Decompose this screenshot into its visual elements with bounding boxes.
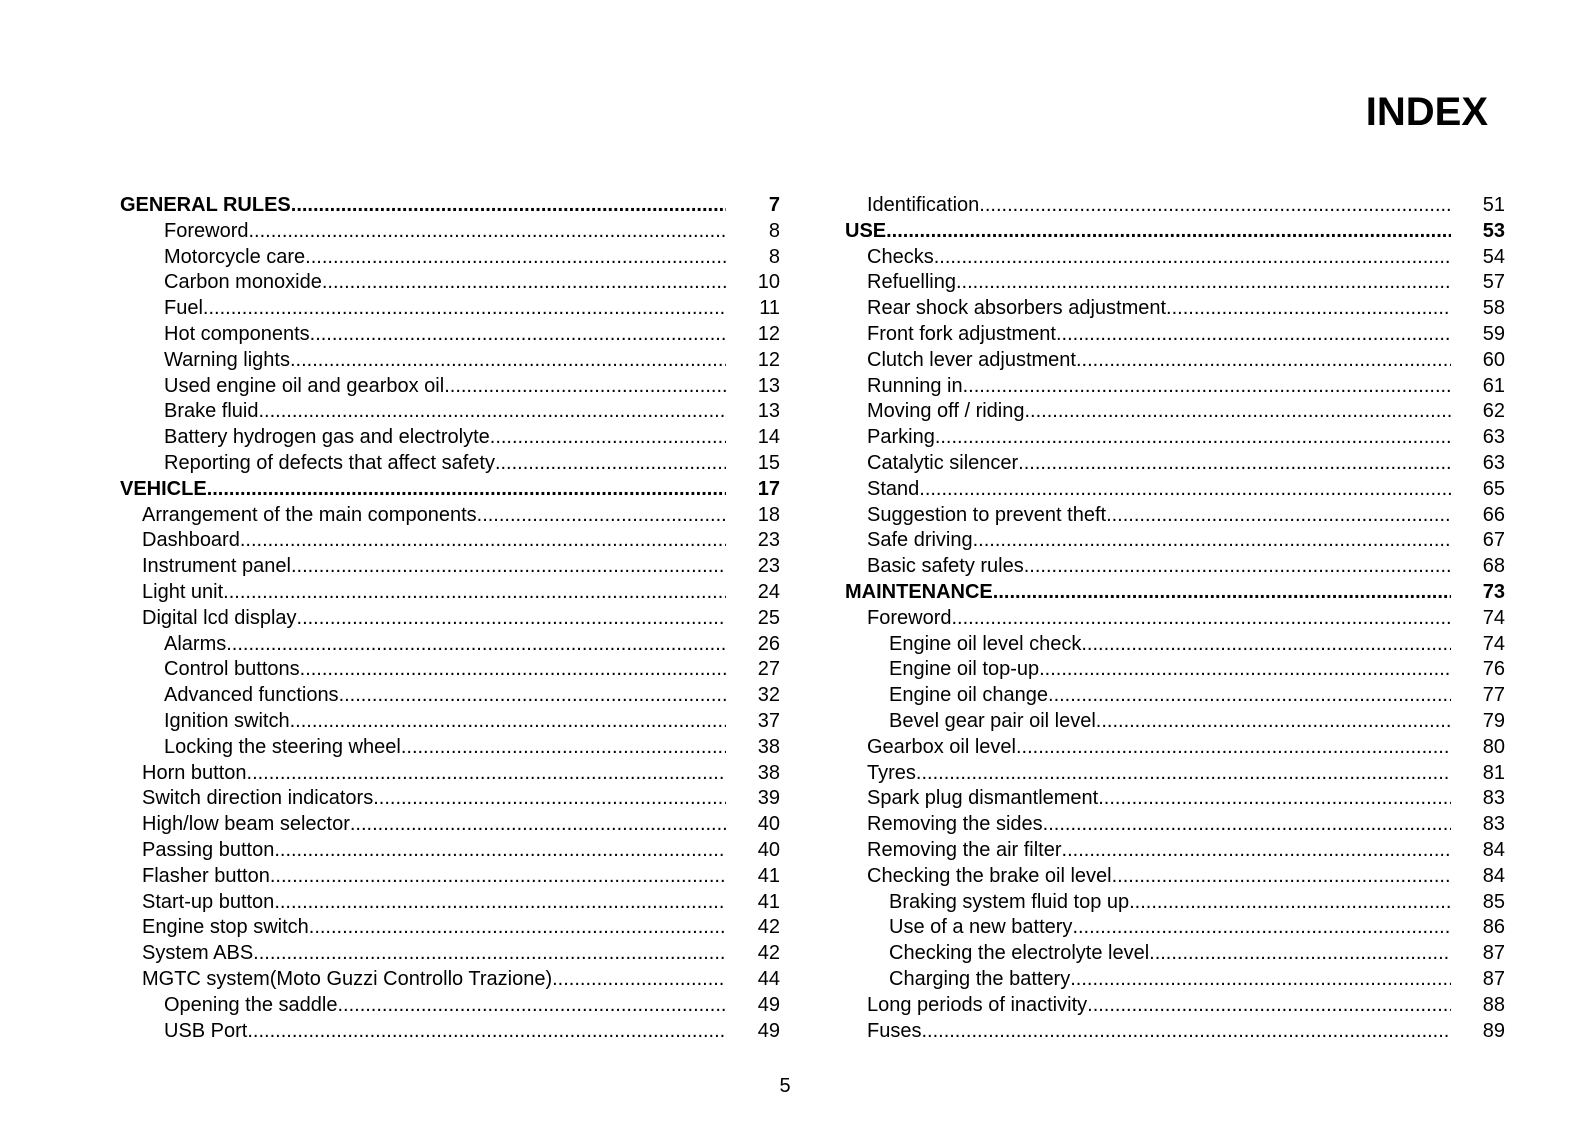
toc-entry[interactable] [120, 219, 780, 245]
dot-leader [309, 915, 726, 941]
toc-entry-label: Ignition switch [164, 709, 290, 732]
toc-entry[interactable] [120, 941, 780, 967]
toc-entry-page: 53 [1482, 219, 1505, 242]
toc-entry-page: 13 [757, 374, 780, 397]
toc-entry-page: 61 [1482, 374, 1505, 397]
toc-entry-page: 26 [757, 632, 780, 655]
dot-leader [253, 941, 726, 967]
toc-entry-page: 68 [1482, 555, 1505, 578]
toc-entry-page: 87 [1482, 967, 1505, 990]
dot-leader [916, 761, 1451, 787]
toc-entry-label: Flasher button [142, 864, 270, 887]
toc-entry[interactable] [845, 657, 1505, 683]
page-number: 5 [779, 1075, 791, 1097]
toc-entry[interactable] [120, 683, 780, 709]
dot-leader [350, 812, 726, 838]
dot-leader [1129, 890, 1451, 916]
toc-entry-label: Foreword [164, 219, 249, 242]
toc-entry[interactable] [845, 761, 1505, 787]
toc-entry[interactable] [845, 812, 1505, 838]
toc-entry-label: Engine stop switch [142, 916, 309, 939]
dot-leader [310, 322, 726, 348]
toc-entry-page: 23 [757, 529, 780, 552]
toc-entry[interactable] [120, 348, 780, 374]
toc-entry-page: 32 [757, 684, 780, 707]
toc-entry[interactable] [845, 322, 1505, 348]
page-title: INDEX [1365, 90, 1488, 134]
dot-leader [921, 1019, 1451, 1045]
toc-entry-page: 63 [1482, 426, 1505, 449]
toc-entry-page: 39 [757, 787, 780, 810]
toc-entry-page: 38 [757, 761, 780, 784]
toc-entry-page: 15 [757, 451, 780, 474]
toc-entry-label: Horn button [142, 761, 247, 784]
toc-entry-label: Warning lights [164, 348, 290, 371]
toc-entry-label: Stand [867, 477, 920, 500]
toc-entry-label: Arrangement of the main components [142, 503, 477, 526]
toc-entry-label: Removing the sides [867, 813, 1043, 836]
toc-entry-page: 7 [768, 194, 780, 216]
toc-entry-label: VEHICLE [120, 477, 207, 500]
toc-entry[interactable] [120, 425, 780, 451]
dot-leader [297, 606, 726, 632]
dot-leader [322, 270, 726, 296]
dot-leader [1096, 709, 1451, 735]
dot-leader [1112, 864, 1451, 890]
toc-section-heading[interactable] [120, 477, 780, 503]
toc-entry-page: 49 [757, 1019, 780, 1042]
toc-entry[interactable] [120, 322, 780, 348]
toc-entry[interactable] [845, 709, 1505, 735]
toc-entry[interactable] [845, 245, 1505, 271]
toc-section-heading[interactable] [845, 219, 1505, 245]
toc-entry[interactable] [845, 632, 1505, 658]
dot-leader [956, 270, 1451, 296]
toc-entry-label: Reporting of defects that affect safety [164, 451, 495, 474]
toc-entry[interactable] [120, 580, 780, 606]
toc-entry[interactable] [120, 735, 780, 761]
toc-entry-page: 74 [1482, 606, 1505, 629]
toc-entry[interactable] [120, 657, 780, 683]
toc-entry-page: 40 [757, 838, 780, 861]
toc-entry[interactable] [120, 761, 780, 787]
toc-entry-page: 74 [1482, 632, 1505, 655]
toc-entry-label: Engine oil level check [889, 632, 1082, 655]
dot-leader [300, 657, 726, 683]
toc-entry-label: GENERAL RULES [120, 194, 291, 216]
toc-entry-label: Checking the electrolyte level [889, 942, 1150, 965]
toc-entry-page: 83 [1482, 813, 1505, 836]
toc-entry-page: 18 [757, 503, 780, 526]
toc-entry[interactable] [845, 503, 1505, 529]
toc-entry-label: Carbon monoxide [164, 271, 322, 294]
toc-entry-label: Braking system fluid top up [889, 890, 1130, 913]
dot-leader [935, 425, 1451, 451]
toc-entry-label: Locking the steering wheel [164, 735, 401, 758]
toc-entry-label: System ABS [142, 942, 254, 965]
toc-entry[interactable] [120, 786, 780, 812]
toc-entry[interactable] [845, 374, 1505, 400]
dot-leader [1081, 632, 1451, 658]
toc-entry[interactable] [120, 606, 780, 632]
toc-entry-label: Engine oil change [889, 684, 1049, 707]
toc-entry-label: Dashboard [142, 529, 240, 552]
toc-entry-label: Clutch lever adjustment [867, 348, 1076, 371]
toc-entry-page: 86 [1482, 916, 1505, 939]
toc-entry[interactable] [845, 1019, 1505, 1045]
dot-leader [305, 245, 726, 271]
dot-leader [1016, 735, 1451, 761]
toc-entry-label: Use of a new battery [889, 916, 1073, 939]
toc-entry[interactable] [120, 838, 780, 864]
toc-entry-page: 51 [1482, 194, 1505, 216]
toc-entry[interactable] [845, 993, 1505, 1019]
toc-entry[interactable] [120, 632, 780, 658]
toc-entry-page: 13 [757, 400, 780, 423]
toc-entry[interactable] [845, 967, 1505, 993]
dot-leader [1072, 915, 1451, 941]
toc-entry-page: 23 [757, 555, 780, 578]
dot-leader [1070, 967, 1451, 993]
toc-entry[interactable] [120, 399, 780, 425]
dot-leader [979, 193, 1451, 219]
dot-leader [223, 580, 726, 606]
dot-leader [1043, 812, 1451, 838]
toc-entry-page: 8 [768, 219, 780, 242]
toc-entry-page: 11 [759, 297, 780, 320]
toc-entry-page: 37 [757, 709, 780, 732]
toc-entry-label: Moving off / riding [867, 400, 1025, 423]
toc-entry[interactable] [120, 245, 780, 271]
toc-entry-page: 58 [1482, 297, 1505, 320]
dot-leader [339, 683, 726, 709]
toc-entry[interactable] [120, 270, 780, 296]
toc-entry-label: Switch direction indicators [142, 787, 374, 810]
dot-leader [951, 606, 1451, 632]
toc-entry[interactable] [120, 993, 780, 1019]
dot-leader [291, 193, 726, 219]
dot-leader [1149, 941, 1451, 967]
dot-leader [226, 632, 726, 658]
toc-entry[interactable] [845, 786, 1505, 812]
toc-entry[interactable] [120, 1019, 780, 1045]
toc-entry-label: Tyres [867, 761, 916, 784]
dot-leader [1018, 451, 1451, 477]
toc-entry-label: Catalytic silencer [867, 451, 1019, 474]
toc-entry-page: 65 [1482, 477, 1505, 500]
toc-left-column [120, 193, 780, 1044]
dot-leader [1024, 554, 1451, 580]
toc-entry[interactable] [845, 193, 1505, 219]
toc-entry[interactable] [120, 554, 780, 580]
toc-entry-page: 83 [1482, 787, 1505, 810]
toc-entry[interactable] [845, 606, 1505, 632]
toc-entry-label: Long periods of inactivity [867, 993, 1088, 1016]
toc-entry-page: 87 [1482, 942, 1505, 965]
toc-entry-page: 24 [757, 580, 780, 603]
toc-entry[interactable] [120, 967, 780, 993]
toc-entry[interactable] [845, 477, 1505, 503]
dot-leader [1098, 786, 1451, 812]
toc-entry-page: 63 [1482, 451, 1505, 474]
toc-entry-page: 8 [768, 245, 780, 268]
toc-entry-label: Removing the air filter [867, 838, 1062, 861]
dot-leader [993, 580, 1451, 606]
toc-entry-label: Instrument panel [142, 555, 291, 578]
dot-leader [1039, 657, 1451, 683]
toc-entry-page: 12 [757, 348, 780, 371]
toc-entry[interactable] [845, 348, 1505, 374]
toc-entry[interactable] [120, 812, 780, 838]
toc-entry-page: 10 [757, 271, 780, 294]
toc-entry[interactable] [120, 915, 780, 941]
toc-entry-label: Hot components [164, 322, 310, 345]
toc-entry-label: Basic safety rules [867, 555, 1024, 578]
toc-entry-label: Parking [867, 426, 935, 449]
toc-entry-label: Identification [867, 194, 980, 216]
dot-leader [274, 890, 726, 916]
dot-leader [247, 1019, 726, 1045]
toc-entry-label: Control buttons [164, 658, 300, 681]
toc-entry[interactable] [845, 399, 1505, 425]
toc-entry-page: 79 [1482, 709, 1505, 732]
toc-entry-label: Start-up button [142, 890, 275, 913]
toc-entry[interactable] [120, 709, 780, 735]
toc-entry-page: 62 [1482, 400, 1505, 423]
dot-leader [1166, 296, 1451, 322]
toc-section-heading[interactable] [845, 580, 1505, 606]
toc-entry-page: 77 [1482, 684, 1505, 707]
toc-entry-page: 42 [757, 916, 780, 939]
dot-leader [401, 735, 726, 761]
toc-entry-page: 81 [1482, 761, 1505, 784]
dot-leader [1056, 322, 1451, 348]
toc-entry[interactable] [845, 270, 1505, 296]
dot-leader [373, 786, 726, 812]
toc-entry-label: Checks [867, 245, 934, 268]
toc-entry[interactable] [845, 864, 1505, 890]
toc-entry-label: Battery hydrogen gas and electrolyte [164, 426, 490, 449]
dot-leader [270, 864, 726, 890]
toc-entry-label: Foreword [867, 606, 952, 629]
dot-leader [207, 477, 726, 503]
toc-entry-label: Running in [867, 374, 963, 397]
toc-entry[interactable] [845, 941, 1505, 967]
dot-leader [274, 838, 726, 864]
toc-entry[interactable] [845, 451, 1505, 477]
dot-leader [1087, 993, 1451, 1019]
toc-entry-label: Rear shock absorbers adjustment [867, 297, 1167, 320]
toc-entry-page: 84 [1482, 838, 1505, 861]
toc-entry[interactable] [845, 554, 1505, 580]
toc-entry[interactable] [845, 683, 1505, 709]
dot-leader [477, 503, 726, 529]
toc-entry-page: 66 [1482, 503, 1505, 526]
toc-entry-page: 38 [757, 735, 780, 758]
toc-entry-page: 44 [757, 967, 780, 990]
toc-entry[interactable] [120, 528, 780, 554]
dot-leader [973, 528, 1451, 554]
toc-entry-label: Brake fluid [164, 400, 259, 423]
dot-leader [259, 399, 727, 425]
dot-leader [495, 451, 726, 477]
toc-entry-page: 41 [757, 890, 780, 913]
toc-entry-label: Used engine oil and gearbox oil [164, 374, 445, 397]
toc-entry[interactable] [845, 890, 1505, 916]
dot-leader [490, 425, 726, 451]
toc-entry-label: USE [845, 219, 887, 242]
dot-leader [203, 296, 726, 322]
toc-entry-label: Spark plug dismantlement [867, 787, 1099, 810]
dot-leader [919, 477, 1451, 503]
toc-entry-page: 59 [1482, 322, 1505, 345]
toc-entry-label: MAINTENANCE [845, 580, 993, 603]
toc-entry-page: 42 [757, 942, 780, 965]
toc-entry-label: High/low beam selector [142, 813, 350, 836]
toc-entry-label: Advanced functions [164, 684, 339, 707]
toc-entry[interactable] [120, 296, 780, 322]
dot-leader [963, 374, 1451, 400]
toc-entry-page: 17 [757, 477, 780, 500]
dot-leader [552, 967, 726, 993]
dot-leader [886, 219, 1451, 245]
toc-entry-page: 60 [1482, 348, 1505, 371]
toc-entry-label: MGTC system(Moto Guzzi Controllo Trazione) [142, 967, 553, 990]
dot-leader [290, 709, 726, 735]
toc-entry-label: Fuel [164, 297, 203, 320]
dot-leader [291, 554, 726, 580]
dot-leader [290, 348, 726, 374]
toc-entry[interactable] [120, 890, 780, 916]
toc-entry[interactable] [120, 451, 780, 477]
toc-entry-page: 73 [1482, 580, 1505, 603]
toc-entry[interactable] [120, 503, 780, 529]
toc-entry-label: Alarms [164, 632, 227, 655]
toc-entry-page: 27 [757, 658, 780, 681]
toc-entry[interactable] [120, 374, 780, 400]
toc-entry[interactable] [845, 528, 1505, 554]
toc-entry-label: Checking the brake oil level [867, 864, 1112, 887]
toc-entry-page: 67 [1482, 529, 1505, 552]
toc-entry-label: Refuelling [867, 271, 956, 294]
toc-entry[interactable] [845, 735, 1505, 761]
toc-entry-page: 88 [1482, 993, 1505, 1016]
toc-entry-label: Light unit [142, 580, 224, 603]
toc-entry[interactable] [845, 296, 1505, 322]
dot-leader [934, 245, 1451, 271]
toc-entry[interactable] [845, 425, 1505, 451]
dot-leader [247, 761, 726, 787]
toc-entry-page: 25 [757, 606, 780, 629]
toc-entry-label: Passing button [142, 838, 275, 861]
toc-entry-label: Digital lcd display [142, 606, 297, 629]
dot-leader [248, 219, 726, 245]
dot-leader [1076, 348, 1451, 374]
toc-entry-page: 57 [1482, 271, 1505, 294]
dot-leader [1025, 399, 1452, 425]
toc-entry-page: 14 [757, 426, 780, 449]
toc-entry-label: Motorcycle care [164, 245, 306, 268]
toc-entry-page: 41 [757, 864, 780, 887]
toc-entry-label: Gearbox oil level [867, 735, 1016, 758]
toc-entry-label: Safe driving [867, 529, 973, 552]
toc-entry-page: 89 [1482, 1019, 1505, 1042]
dot-leader [1062, 838, 1451, 864]
toc-entry-page: 54 [1482, 245, 1505, 268]
toc-entry[interactable] [120, 864, 780, 890]
dot-leader [1048, 683, 1451, 709]
toc-entry[interactable] [845, 915, 1505, 941]
dot-leader [240, 528, 726, 554]
toc-entry[interactable] [845, 838, 1505, 864]
toc-entry-page: 40 [757, 813, 780, 836]
toc-entry-label: Fuses [867, 1019, 922, 1042]
toc-entry-page: 85 [1482, 890, 1505, 913]
toc-entry-label: Bevel gear pair oil level [889, 709, 1096, 732]
toc-entry-page: 80 [1482, 735, 1505, 758]
toc-entry-label: Suggestion to prevent theft [867, 503, 1107, 526]
dot-leader [444, 374, 726, 400]
toc-entry-page: 12 [757, 322, 780, 345]
toc-entry-label: Front fork adjustment [867, 322, 1056, 345]
dot-leader [337, 993, 726, 1019]
toc-section-heading[interactable] [120, 193, 780, 219]
toc-right-column [845, 193, 1505, 1044]
toc-entry-page: 84 [1482, 864, 1505, 887]
toc-entry-page: 49 [757, 993, 780, 1016]
toc-entry-label: USB Port [164, 1019, 248, 1042]
toc-entry-label: Charging the battery [889, 967, 1071, 990]
toc-entry-page: 76 [1482, 658, 1505, 681]
toc-entry-label: Opening the saddle [164, 993, 338, 1016]
dot-leader [1106, 503, 1451, 529]
toc-entry-label: Engine oil top-up [889, 658, 1040, 681]
